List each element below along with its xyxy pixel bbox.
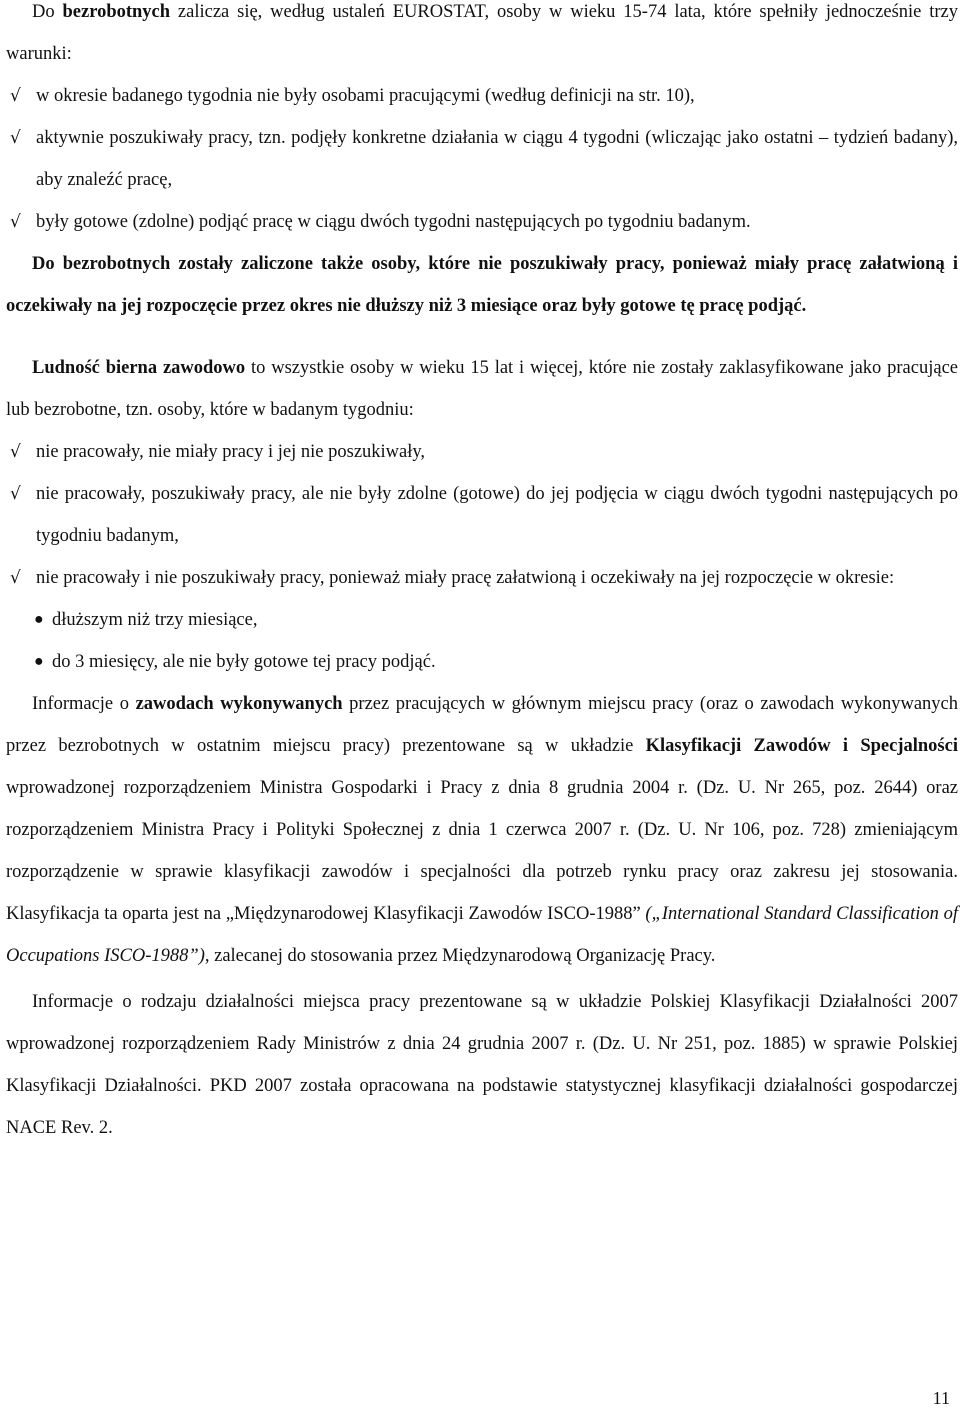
condition-item: √ były gotowe (zdolne) podjąć pracę w ciągu dwóch tygodni następujących po tygodniu badanym. xyxy=(6,201,958,243)
check-icon: √ xyxy=(10,212,21,232)
paragraph-unemployed-definition: Do bezrobotnych zalicza się, według ustaleń EUROSTAT, osoby w wieku 15-74 lata, które spełniły jednocześnie trzy warunki: xyxy=(6,2,958,64)
check-icon: √ xyxy=(10,568,21,588)
term-unemployed: bezrobotnych xyxy=(62,2,171,22)
period-item: ● dłuższym niż trzy miesiące, xyxy=(6,599,958,641)
term-classification: Klasyfikacji Zawodów i Specjalności xyxy=(645,736,958,756)
period-item: ● do 3 miesięcy, ale nie były gotowe tej pracy podjąć. xyxy=(6,641,958,683)
bullet-icon: ● xyxy=(34,611,44,628)
check-icon: √ xyxy=(10,128,21,148)
isco-english-title: („International Standard Classification of Occupations ISCO-1988”) xyxy=(6,904,958,966)
bullet-icon: ● xyxy=(34,653,44,670)
page-number: 11 xyxy=(932,1388,950,1408)
term-inactive: Ludność bierna zawodowo xyxy=(32,358,246,378)
paragraph-inactive-definition: Ludność bierna zawodowo to wszystkie osoby w wieku 15 lat i więcej, które nie zostały zaklasyfikowane jako pracujące lub bezrobotne, tzn. osoby, które w badanym tygodniu: xyxy=(6,358,958,420)
check-icon: √ xyxy=(10,484,21,504)
paragraph-occupations: Informacje o zawodach wykonywanych przez pracujących w głównym miejscu pracy (oraz o zawodach wykonywanych przez bezrobotnych w ostatnim miejscu pracy) prezentowane są w układzie Klasyfikacji Zawodów i Specjalności wprowadzonej rozporządzeniem Ministra Gospodarki i Pracy z dnia 8 grudnia 2004 r. (Dz. U. Nr 265, poz. 2644) oraz rozporządzeniem Ministra Pracy i Polityki Społecznej z dnia 1 czerwca 2007 r. (Dz. U. Nr 106, poz. 728) zmieniającym rozporządzenie w sprawie klasyfikacji zawodów i specjalności dla potrzeb rynku pracy oraz zakresu jej stosowania. Klasyfikacja ta oparta jest na „Międzynarodowej Klasyfikacji Zawodów ISCO-1988” („International Standard Classification of Occupations ISCO-1988”), zalecanej do stosowania przez Międzynarodową Organizację Pracy. xyxy=(6,694,958,966)
inactive-item: √ nie pracowały, poszukiwały pracy, ale nie były zdolne (gotowe) do jej podjęcia w ciągu dwóch tygodni następujących po tygodniu badanym, xyxy=(6,473,958,557)
condition-item: √ aktywnie poszukiwały pracy, tzn. podjęły konkretne działania w ciągu 4 tygodni (wliczając jako ostatni – tydzień badany), aby znaleźć pracę, xyxy=(6,117,958,201)
condition-item: √ w okresie badanego tygodnia nie były osobami pracującymi (według definicji na str. 10), xyxy=(6,75,958,117)
paragraph-activity-classification: Informacje o rodzaju działalności miejsca pracy prezentowane są w układzie Polskiej Klasyfikacji Działalności 2007 wprowadzonej rozporządzeniem Rady Ministrów z dnia 24 grudnia 2007 r. (Dz. U. Nr 251, poz. 1885) w sprawie Polskiej Klasyfikacji Działalności. PKD 2007 została opracowana na podstawie statystycznej klasyfikacji działalności gospodarczej NACE Rev. 2. xyxy=(6,992,958,1138)
paragraph-also-unemployed: Do bezrobotnych zostały zaliczone także osoby, które nie poszukiwały pracy, ponieważ miały pracę załatwioną i oczekiwały na jej rozpoczęcie przez okres nie dłuższy niż 3 miesiące oraz były gotowe tę pracę podjąć. xyxy=(6,254,958,316)
inactive-item: √ nie pracowały, nie miały pracy i jej nie poszukiwały, xyxy=(6,431,958,473)
inactive-item: √ nie pracowały i nie poszukiwały pracy, ponieważ miały pracę załatwioną i oczekiwały na jej rozpoczęcie w okresie: xyxy=(6,557,958,599)
check-icon: √ xyxy=(10,442,21,462)
term-occupations: zawodach wykonywanych xyxy=(135,694,343,714)
check-icon: √ xyxy=(10,86,21,106)
document-page xyxy=(6,0,958,1149)
